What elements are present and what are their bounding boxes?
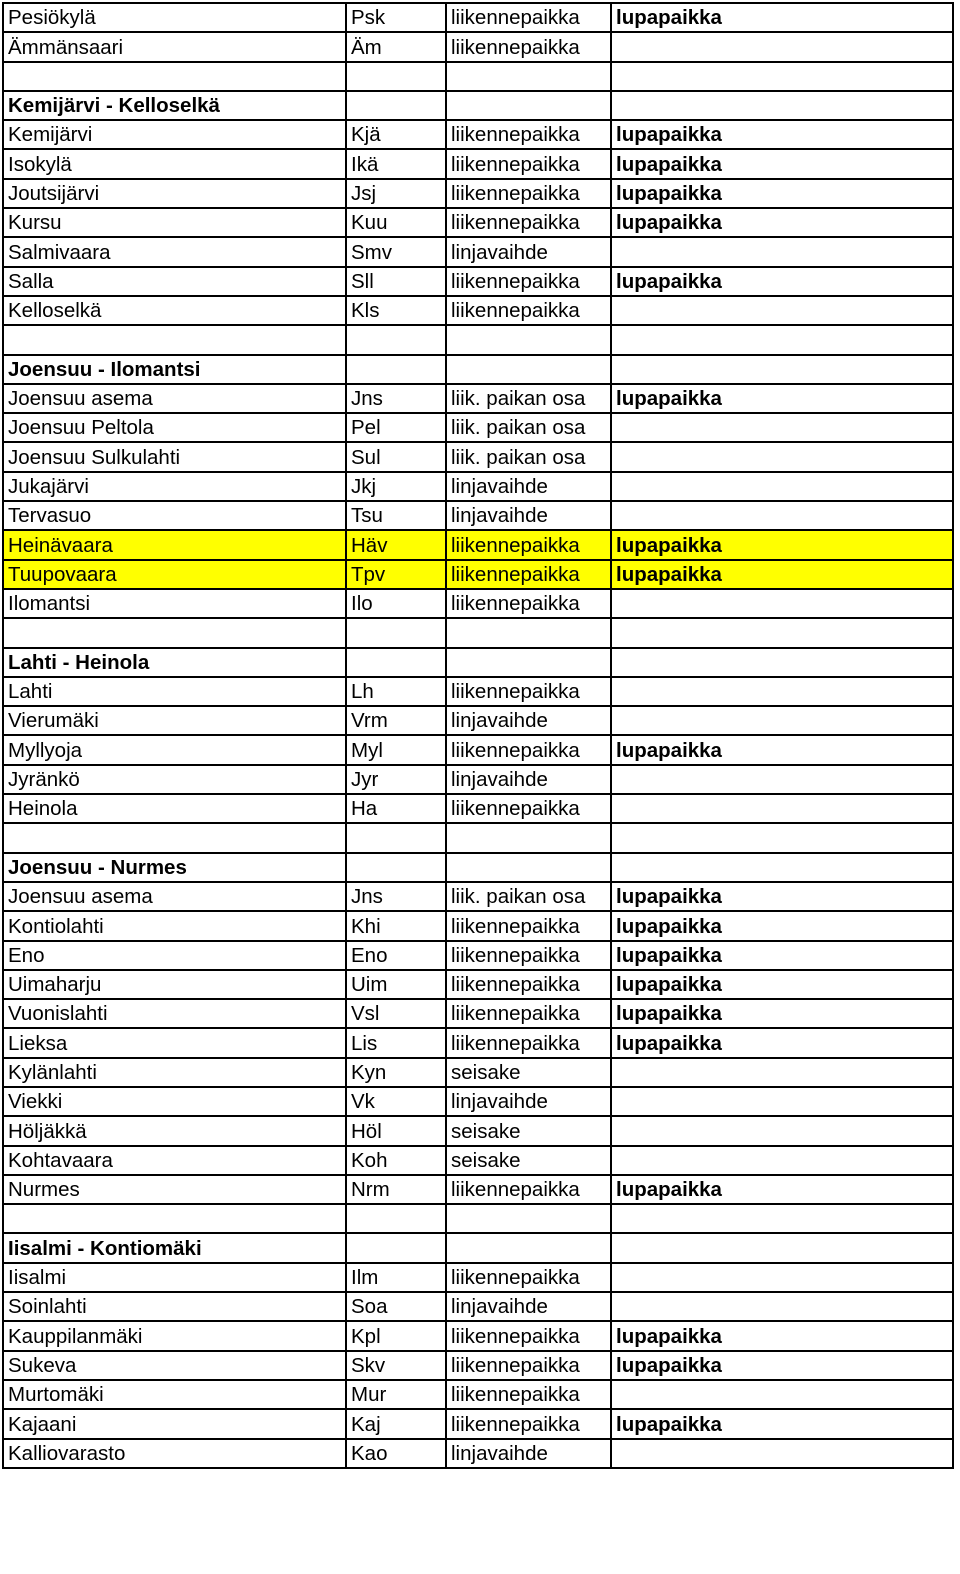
station-type-cell: linjavaihde (446, 706, 611, 735)
station-name-cell: Kalliovarasto (3, 1439, 346, 1468)
station-code-cell: Psk (346, 3, 446, 32)
table-row (3, 970, 953, 999)
station-code-cell: Ikä (346, 149, 446, 178)
station-table-body (3, 3, 953, 1468)
station-name-cell: Vuonislahti (3, 999, 346, 1028)
empty-cell (611, 1204, 953, 1233)
station-code-cell: Pel (346, 413, 446, 442)
station-code-cell: Jns (346, 384, 446, 413)
permit-cell: lupapaikka (611, 1175, 953, 1204)
table-row (3, 794, 953, 823)
empty-cell (446, 648, 611, 677)
section-title: Joensuu - Ilomantsi (3, 355, 346, 384)
station-name-cell: Sukeva (3, 1351, 346, 1380)
station-code-cell: Mur (346, 1380, 446, 1409)
permit-cell (611, 1058, 953, 1087)
station-name-cell: Jyränkö (3, 765, 346, 794)
empty-cell (446, 62, 611, 91)
section-title: Lahti - Heinola (3, 648, 346, 677)
table-row (3, 1409, 953, 1438)
permit-cell: lupapaikka (611, 970, 953, 999)
station-code-cell: Kpl (346, 1321, 446, 1350)
table-row (3, 1116, 953, 1145)
station-type-cell: liikennepaikka (446, 1351, 611, 1380)
station-type-cell: liikennepaikka (446, 735, 611, 764)
station-name-cell: Joensuu asema (3, 882, 346, 911)
station-type-cell: liikennepaikka (446, 1263, 611, 1292)
station-name-cell: Kemijärvi (3, 120, 346, 149)
station-name-cell: Murtomäki (3, 1380, 346, 1409)
permit-cell (611, 1146, 953, 1175)
station-table (2, 2, 954, 1469)
station-type-cell: liik. paikan osa (446, 882, 611, 911)
station-name-cell: Jukajärvi (3, 472, 346, 501)
empty-cell (446, 618, 611, 647)
empty-cell (611, 91, 953, 120)
station-type-cell: liikennepaikka (446, 677, 611, 706)
permit-cell: lupapaikka (611, 882, 953, 911)
station-type-cell: liikennepaikka (446, 999, 611, 1028)
station-code-cell: Sul (346, 442, 446, 471)
table-row (3, 1439, 953, 1468)
station-name-cell: Salla (3, 267, 346, 296)
permit-cell: lupapaikka (611, 941, 953, 970)
station-code-cell: Häv (346, 530, 446, 559)
empty-cell (446, 1204, 611, 1233)
table-row (3, 882, 953, 911)
station-type-cell: linjavaihde (446, 1292, 611, 1321)
station-code-cell: Lis (346, 1028, 446, 1057)
station-type-cell: liikennepaikka (446, 530, 611, 559)
station-code-cell: Skv (346, 1351, 446, 1380)
station-code-cell: Myl (346, 735, 446, 764)
empty-cell (3, 618, 346, 647)
empty-cell (611, 648, 953, 677)
station-type-cell: liikennepaikka (446, 3, 611, 32)
permit-cell: lupapaikka (611, 208, 953, 237)
table-row (3, 296, 953, 325)
permit-cell: lupapaikka (611, 267, 953, 296)
blank-row (3, 325, 953, 354)
station-code-cell: Tpv (346, 560, 446, 589)
section-title: Joensuu - Nurmes (3, 853, 346, 882)
station-type-cell: liikennepaikka (446, 32, 611, 61)
station-name-cell: Joutsijärvi (3, 179, 346, 208)
empty-cell (611, 823, 953, 852)
table-row (3, 267, 953, 296)
empty-cell (3, 1204, 346, 1233)
empty-cell (3, 325, 346, 354)
permit-cell: lupapaikka (611, 1321, 953, 1350)
station-type-cell: liikennepaikka (446, 1175, 611, 1204)
table-row (3, 208, 953, 237)
table-row (3, 120, 953, 149)
table-row (3, 735, 953, 764)
permit-cell: lupapaikka (611, 735, 953, 764)
empty-cell (346, 1204, 446, 1233)
empty-cell (3, 62, 346, 91)
station-code-cell: Ha (346, 794, 446, 823)
section-title: Kemijärvi - Kelloselkä (3, 91, 346, 120)
station-code-cell: Vrm (346, 706, 446, 735)
station-code-cell: Kuu (346, 208, 446, 237)
station-name-cell: Salmivaara (3, 237, 346, 266)
station-name-cell: Lahti (3, 677, 346, 706)
permit-cell (611, 794, 953, 823)
blank-row (3, 62, 953, 91)
permit-cell: lupapaikka (611, 1028, 953, 1057)
station-type-cell: liik. paikan osa (446, 384, 611, 413)
table-row (3, 442, 953, 471)
station-name-cell: Kontiolahti (3, 911, 346, 940)
station-code-cell: Eno (346, 941, 446, 970)
empty-cell (446, 325, 611, 354)
station-type-cell: linjavaihde (446, 501, 611, 530)
permit-cell: lupapaikka (611, 3, 953, 32)
station-type-cell: liikennepaikka (446, 1028, 611, 1057)
station-code-cell: Jsj (346, 179, 446, 208)
station-code-cell: Äm (346, 32, 446, 61)
permit-cell: lupapaikka (611, 120, 953, 149)
table-row (3, 999, 953, 1028)
station-name-cell: Iisalmi (3, 1263, 346, 1292)
empty-cell (346, 618, 446, 647)
table-row (3, 706, 953, 735)
station-type-cell: liikennepaikka (446, 149, 611, 178)
empty-cell (446, 1233, 611, 1262)
empty-cell (611, 325, 953, 354)
empty-cell (346, 325, 446, 354)
table-row (3, 1058, 953, 1087)
empty-cell (346, 62, 446, 91)
permit-cell (611, 32, 953, 61)
permit-cell (611, 472, 953, 501)
station-type-cell: linjavaihde (446, 237, 611, 266)
station-code-cell: Soa (346, 1292, 446, 1321)
station-code-cell: Smv (346, 237, 446, 266)
station-name-cell: Kajaani (3, 1409, 346, 1438)
empty-cell (446, 91, 611, 120)
table-row (3, 911, 953, 940)
station-name-cell: Eno (3, 941, 346, 970)
station-name-cell: Viekki (3, 1087, 346, 1116)
station-code-cell: Khi (346, 911, 446, 940)
permit-cell (611, 1116, 953, 1145)
table-row (3, 1146, 953, 1175)
empty-cell (446, 853, 611, 882)
station-type-cell: liikennepaikka (446, 179, 611, 208)
station-name-cell: Joensuu Peltola (3, 413, 346, 442)
station-type-cell: liikennepaikka (446, 941, 611, 970)
section-header-row (3, 648, 953, 677)
permit-cell (611, 442, 953, 471)
station-type-cell: liikennepaikka (446, 267, 611, 296)
table-row (3, 413, 953, 442)
station-type-cell: liikennepaikka (446, 120, 611, 149)
table-row (3, 501, 953, 530)
table-row (3, 765, 953, 794)
permit-cell (611, 765, 953, 794)
station-name-cell: Nurmes (3, 1175, 346, 1204)
station-code-cell: Kao (346, 1439, 446, 1468)
empty-cell (446, 823, 611, 852)
permit-cell (611, 1380, 953, 1409)
table-row (3, 1263, 953, 1292)
station-code-cell: Nrm (346, 1175, 446, 1204)
permit-cell (611, 677, 953, 706)
station-code-cell: Tsu (346, 501, 446, 530)
station-type-cell: linjavaihde (446, 765, 611, 794)
permit-cell: lupapaikka (611, 179, 953, 208)
table-row (3, 179, 953, 208)
section-header-row (3, 355, 953, 384)
table-row (3, 560, 953, 589)
station-type-cell: liikennepaikka (446, 911, 611, 940)
table-row (3, 237, 953, 266)
section-title: Iisalmi - Kontiomäki (3, 1233, 346, 1262)
table-row (3, 677, 953, 706)
table-row (3, 472, 953, 501)
station-type-cell: liikennepaikka (446, 589, 611, 618)
station-type-cell: liikennepaikka (446, 1409, 611, 1438)
empty-cell (346, 1233, 446, 1262)
permit-cell (611, 237, 953, 266)
table-row (3, 149, 953, 178)
station-name-cell: Pesiökylä (3, 3, 346, 32)
empty-cell (446, 355, 611, 384)
table-row (3, 941, 953, 970)
permit-cell (611, 296, 953, 325)
empty-cell (3, 823, 346, 852)
table-row (3, 1380, 953, 1409)
station-type-cell: liikennepaikka (446, 1321, 611, 1350)
empty-cell (346, 853, 446, 882)
station-name-cell: Kauppilanmäki (3, 1321, 346, 1350)
station-code-cell: Jyr (346, 765, 446, 794)
permit-cell (611, 1263, 953, 1292)
permit-cell (611, 706, 953, 735)
station-type-cell: liikennepaikka (446, 970, 611, 999)
permit-cell: lupapaikka (611, 911, 953, 940)
table-row (3, 32, 953, 61)
section-header-row (3, 1233, 953, 1262)
section-header-row (3, 91, 953, 120)
empty-cell (611, 853, 953, 882)
station-code-cell: Sll (346, 267, 446, 296)
table-row (3, 1321, 953, 1350)
permit-cell (611, 501, 953, 530)
station-name-cell: Höljäkkä (3, 1116, 346, 1145)
permit-cell: lupapaikka (611, 149, 953, 178)
table-row (3, 1292, 953, 1321)
table-row (3, 384, 953, 413)
station-name-cell: Uimaharju (3, 970, 346, 999)
station-code-cell: Koh (346, 1146, 446, 1175)
station-type-cell: linjavaihde (446, 1439, 611, 1468)
blank-row (3, 1204, 953, 1233)
permit-cell (611, 1087, 953, 1116)
station-code-cell: Ilm (346, 1263, 446, 1292)
station-code-cell: Vk (346, 1087, 446, 1116)
station-name-cell: Kohtavaara (3, 1146, 346, 1175)
station-code-cell: Lh (346, 677, 446, 706)
station-name-cell: Lieksa (3, 1028, 346, 1057)
station-type-cell: liikennepaikka (446, 296, 611, 325)
empty-cell (346, 648, 446, 677)
permit-cell: lupapaikka (611, 1409, 953, 1438)
empty-cell (346, 823, 446, 852)
station-code-cell: Ilo (346, 589, 446, 618)
station-type-cell: seisake (446, 1058, 611, 1087)
station-name-cell: Myllyoja (3, 735, 346, 764)
station-name-cell: Heinola (3, 794, 346, 823)
empty-cell (346, 355, 446, 384)
station-code-cell: Jkj (346, 472, 446, 501)
station-code-cell: Uim (346, 970, 446, 999)
table-row (3, 1351, 953, 1380)
station-type-cell: linjavaihde (446, 472, 611, 501)
station-name-cell: Tuupovaara (3, 560, 346, 589)
station-code-cell: Kyn (346, 1058, 446, 1087)
station-type-cell: seisake (446, 1146, 611, 1175)
station-code-cell: Vsl (346, 999, 446, 1028)
station-name-cell: Vierumäki (3, 706, 346, 735)
permit-cell: lupapaikka (611, 999, 953, 1028)
station-name-cell: Joensuu asema (3, 384, 346, 413)
station-code-cell: Höl (346, 1116, 446, 1145)
station-type-cell: liikennepaikka (446, 1380, 611, 1409)
station-code-cell: Kls (346, 296, 446, 325)
station-name-cell: Heinävaara (3, 530, 346, 559)
empty-cell (611, 62, 953, 91)
table-row (3, 1028, 953, 1057)
permit-cell: lupapaikka (611, 384, 953, 413)
empty-cell (611, 1233, 953, 1262)
station-name-cell: Ämmänsaari (3, 32, 346, 61)
station-type-cell: linjavaihde (446, 1087, 611, 1116)
permit-cell (611, 589, 953, 618)
station-type-cell: liikennepaikka (446, 208, 611, 237)
table-row (3, 589, 953, 618)
table-row (3, 1087, 953, 1116)
permit-cell (611, 1292, 953, 1321)
station-type-cell: liikennepaikka (446, 794, 611, 823)
station-type-cell: liik. paikan osa (446, 442, 611, 471)
empty-cell (346, 91, 446, 120)
station-name-cell: Kelloselkä (3, 296, 346, 325)
permit-cell: lupapaikka (611, 530, 953, 559)
station-type-cell: liikennepaikka (446, 560, 611, 589)
station-code-cell: Kaj (346, 1409, 446, 1438)
station-code-cell: Kjä (346, 120, 446, 149)
station-name-cell: Kylänlahti (3, 1058, 346, 1087)
permit-cell (611, 413, 953, 442)
section-header-row (3, 853, 953, 882)
permit-cell: lupapaikka (611, 560, 953, 589)
station-name-cell: Joensuu Sulkulahti (3, 442, 346, 471)
station-name-cell: Soinlahti (3, 1292, 346, 1321)
empty-cell (611, 618, 953, 647)
table-row (3, 530, 953, 559)
station-name-cell: Kursu (3, 208, 346, 237)
empty-cell (611, 355, 953, 384)
table-row (3, 3, 953, 32)
blank-row (3, 823, 953, 852)
station-type-cell: seisake (446, 1116, 611, 1145)
station-name-cell: Tervasuo (3, 501, 346, 530)
blank-row (3, 618, 953, 647)
table-row (3, 1175, 953, 1204)
station-name-cell: Ilomantsi (3, 589, 346, 618)
station-name-cell: Isokylä (3, 149, 346, 178)
permit-cell: lupapaikka (611, 1351, 953, 1380)
permit-cell (611, 1439, 953, 1468)
station-type-cell: liik. paikan osa (446, 413, 611, 442)
station-code-cell: Jns (346, 882, 446, 911)
